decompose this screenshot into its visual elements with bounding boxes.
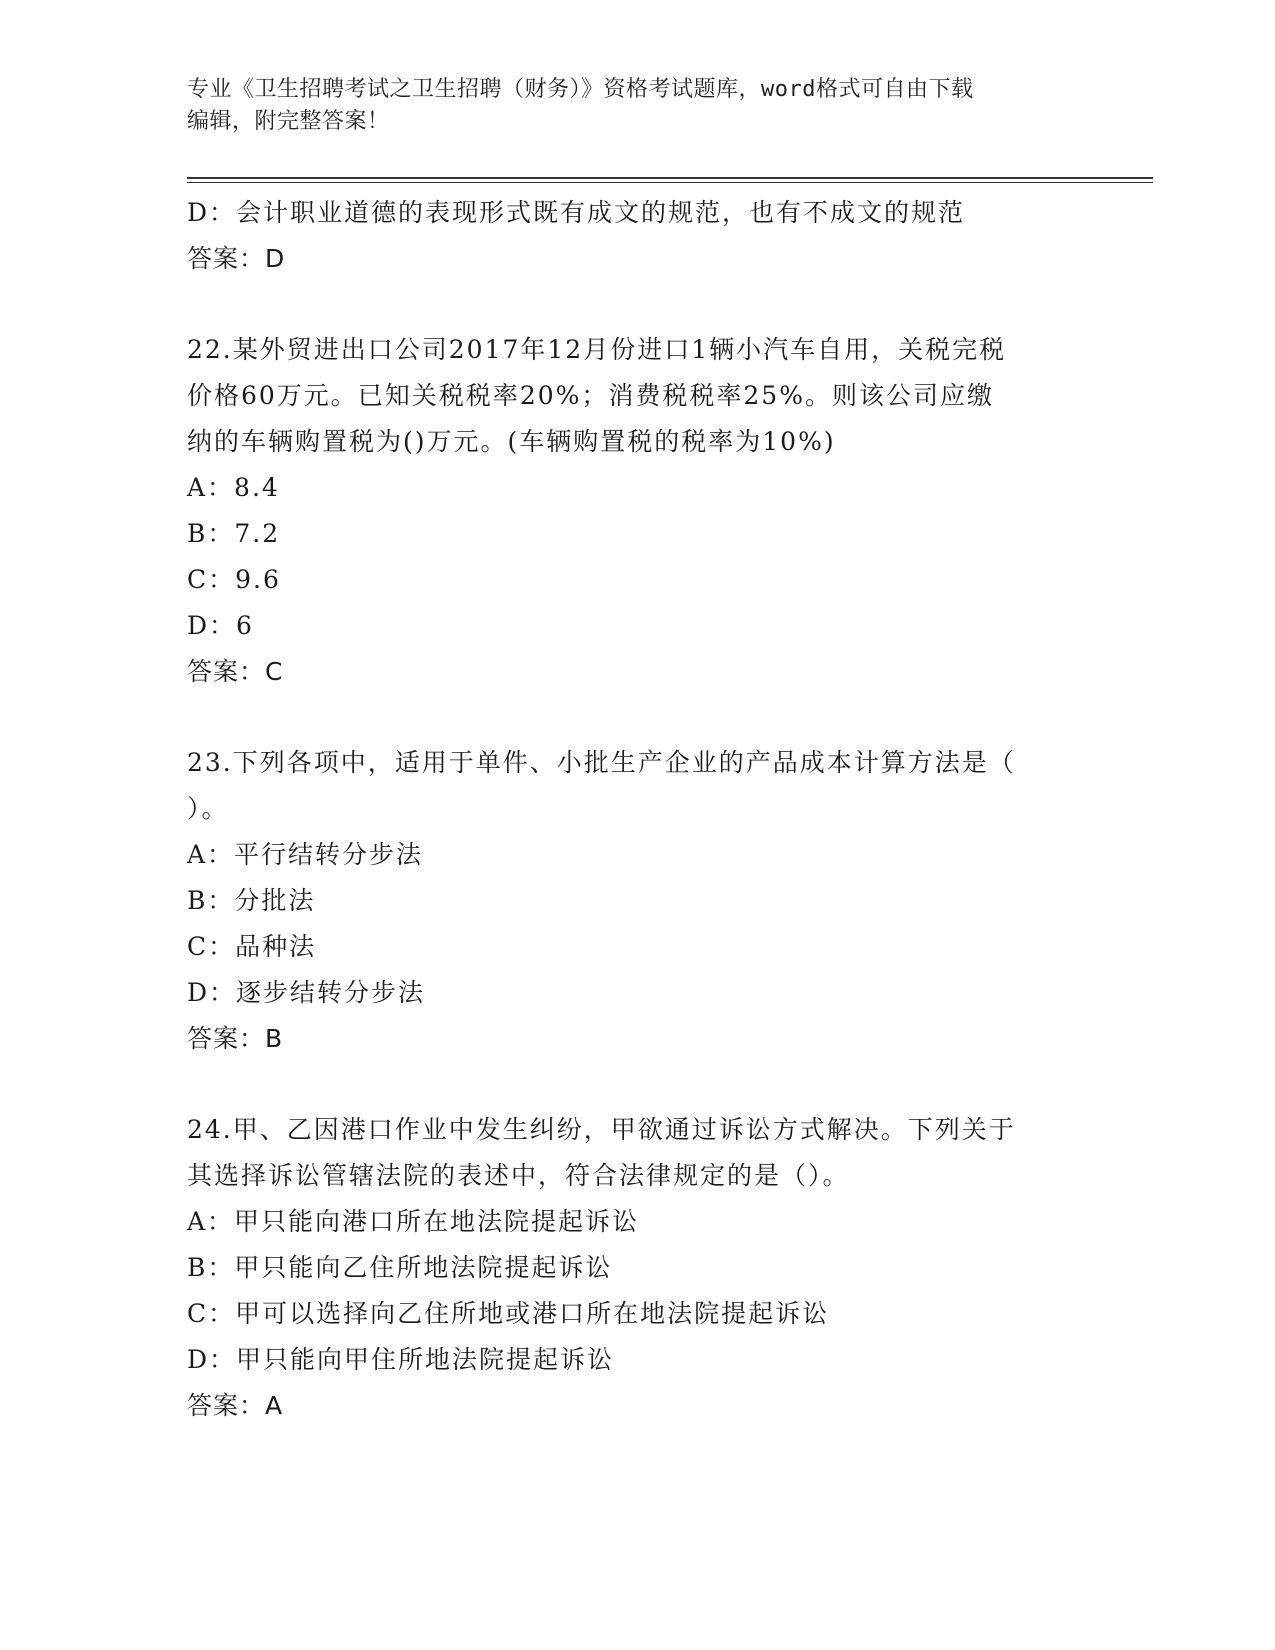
answer-line: 答案：A (187, 1391, 284, 1420)
question-24 (187, 1107, 1087, 1429)
document-header (187, 74, 1087, 138)
option-d: D：会计职业道德的表现形式既有成文的规范，也有不成文的规范 (187, 198, 966, 227)
answer-line: 答案：B (187, 1024, 284, 1053)
header-divider-thick (187, 177, 1153, 179)
option-c: C：品种法 (187, 932, 317, 961)
question-21-tail (187, 190, 1087, 282)
option-c: C：甲可以选择向乙住所地或港口所在地法院提起诉讼 (187, 1299, 830, 1328)
spacer (187, 695, 1087, 740)
option-b: B：甲只能向乙住所地法院提起诉讼 (187, 1253, 613, 1282)
spacer (187, 282, 1087, 327)
option-d: D：逐步结转分步法 (187, 978, 426, 1007)
question-content (187, 190, 1087, 1429)
option-a: A：8.4 (187, 473, 280, 502)
question-stem-line: 价格60万元。已知关税税率20%；消费税税率25%。则该公司应缴 (187, 381, 994, 410)
answer-line: 答案：D (187, 244, 286, 273)
option-d: D：甲只能向甲住所地法院提起诉讼 (187, 1345, 615, 1374)
option-a: A：平行结转分步法 (187, 840, 424, 869)
question-23 (187, 740, 1087, 1062)
question-stem-line: 纳的车辆购置税为()万元。(车辆购置税的税率为10%) (187, 427, 836, 456)
option-d: D：6 (187, 611, 254, 640)
question-stem-line: 22.某外贸进出口公司2017年12月份进口1辆小汽车自用，关税完税 (187, 335, 1007, 364)
option-b: B：7.2 (187, 519, 281, 548)
option-a: A：甲只能向港口所在地法院提起诉讼 (187, 1207, 640, 1236)
question-22 (187, 327, 1087, 695)
header-line-2: 编辑，附完整答案！ (187, 109, 390, 134)
header-line-1: 专业《卫生招聘考试之卫生招聘（财务）》资格考试题库，word格式可自由下载 (187, 77, 974, 102)
header-divider-thin (187, 182, 1153, 183)
option-c: C：9.6 (187, 565, 281, 594)
question-stem-line: 23.下列各项中，适用于单件、小批生产企业的产品成本计算方法是（ (187, 748, 1016, 777)
question-stem-line: ）。 (187, 794, 229, 823)
question-stem-line: 24.甲、乙因港口作业中发生纠纷，甲欲通过诉讼方式解决。下列关于 (187, 1115, 1016, 1144)
answer-line: 答案：C (187, 657, 284, 686)
question-stem-line: 其选择诉讼管辖法院的表述中，符合法律规定的是（）。 (187, 1161, 850, 1190)
spacer (187, 1062, 1087, 1107)
option-b: B：分批法 (187, 886, 316, 915)
